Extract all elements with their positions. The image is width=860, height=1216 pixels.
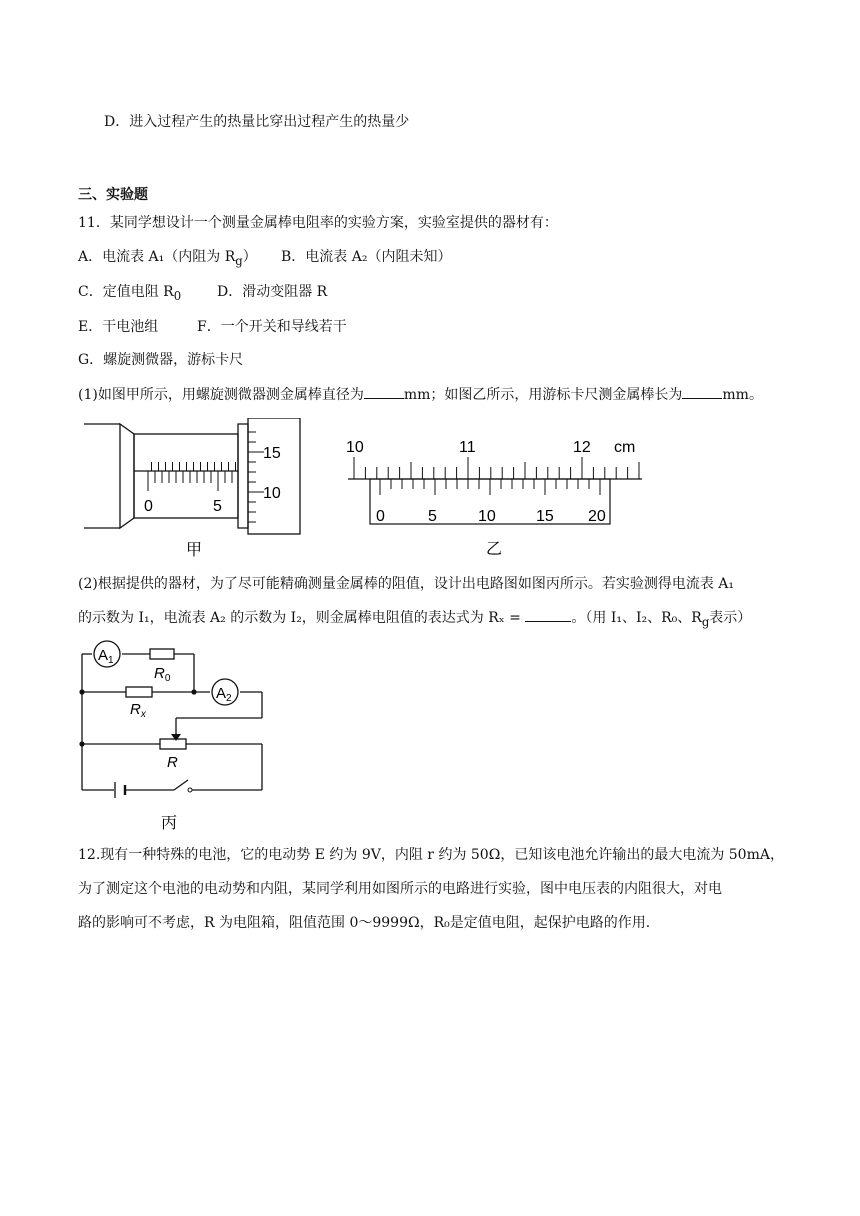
q11-part1	[78, 384, 763, 405]
rheostat-r	[160, 739, 186, 749]
part2-text-a: 的示数为 I₁，电流表 A₂ 的示数为 I₂，则金属棒电阻值的表达式为 Rₓ =	[78, 610, 521, 626]
micrometer-thimble-label-10: 10	[263, 485, 281, 502]
a1-letter: A	[98, 647, 109, 664]
ammeter-a2-label	[216, 685, 232, 704]
answer-blank-length[interactable]	[682, 384, 722, 399]
q12-line2: 为了测定这个电池的电动势和内阻，某同学利用如图所示的电路进行实验，图中电压表的内阻很大，对电	[78, 881, 722, 897]
r0-sub: 0	[164, 673, 171, 684]
answer-blank-diameter[interactable]	[364, 384, 404, 399]
q11-part2-line2	[78, 607, 751, 632]
ammeter-a1-label	[98, 647, 114, 666]
equip-d: D．滑动变阻器 R	[217, 284, 328, 300]
caliper-figure	[340, 432, 650, 558]
caliper-vernier-label-15: 15	[536, 508, 554, 525]
equip-c	[78, 282, 181, 306]
equip-g: G．螺旋测微器，游标卡尺	[78, 352, 244, 368]
circuit-caption: 丙	[161, 815, 178, 832]
rheostat-slider-arrow	[171, 734, 181, 741]
q11-part2-line1: (2)根据提供的器材，为了尽可能精确测量金属棒的阻值，设计出电路图如图丙所示。若实验测得电流表 A₁	[78, 576, 735, 592]
q12-line1: 12.现有一种特殊的电池，它的电动势 E 约为 9V，内阻 r 约为 50Ω，已知该电池允许输出的最大电流为 50mA，	[78, 847, 784, 863]
equip-b: B．电流表 A₂（内阻未知）	[281, 249, 452, 265]
caliper-main-scale	[354, 457, 639, 479]
part1-text-b: mm；如图乙所示，用游标卡尺测金属棒长为	[403, 387, 683, 403]
a2-letter: A	[216, 685, 227, 702]
micrometer-sleeve-label-5: 5	[213, 498, 222, 515]
caliper-main-label-12: 12	[573, 439, 591, 456]
r-label: R	[167, 754, 178, 771]
rx-letter: R	[130, 701, 141, 718]
caliper-vernier-label-0: 0	[376, 508, 385, 525]
a1-sub: 1	[108, 655, 114, 666]
equip-a	[78, 247, 257, 271]
q12-line3: 路的影响可不考虑，R 为电阻箱，阻值范围 0～9999Ω，R₀是定值电阻，起保护电路的作用.	[78, 915, 651, 931]
equip-e: E．干电池组	[78, 319, 159, 335]
q11-stem: 11．某同学想设计一个测量金属棒电阻率的实验方案，实验室提供的器材有：	[78, 215, 558, 231]
caliper-vernier-label-10: 10	[478, 508, 496, 525]
resistor-r0	[150, 649, 174, 659]
equip-a-sub: g	[235, 253, 243, 268]
a2-sub: 2	[226, 693, 232, 704]
equip-a-end: ）	[242, 249, 257, 265]
caliper-vernier-label-20: 20	[588, 508, 606, 525]
r0-label	[154, 665, 171, 684]
section-title: 三、实验题	[78, 187, 148, 203]
part2-sub: g	[701, 614, 710, 629]
rx-sub: x	[140, 709, 146, 720]
equip-a-text: A．电流表 A₁（内阻为 R	[78, 249, 236, 265]
option-d: D．进入过程产生的热量比穿出过程产生的热量少	[104, 114, 410, 130]
caliper-caption: 乙	[486, 541, 503, 558]
r0-letter: R	[154, 665, 165, 682]
equip-f: F．一个开关和导线若干	[197, 319, 347, 335]
part2-text-b: 。（用 I₁、I₂、R₀、R	[571, 610, 702, 626]
rx-label	[130, 701, 147, 720]
caliper-main-label-10: 10	[346, 439, 364, 456]
caliper-vernier-label-5: 5	[428, 508, 437, 525]
part2-text-c: 表示）	[709, 610, 752, 626]
circuit-figure	[70, 640, 280, 836]
resistor-rx	[126, 687, 152, 697]
micrometer-sleeve-label-0: 0	[144, 498, 153, 515]
part1-text-a: (1)如图甲所示，用螺旋测微器测金属棒直径为	[78, 387, 364, 403]
equip-c-text: C．定值电阻 R	[78, 284, 174, 300]
micrometer-figure	[78, 418, 304, 558]
micrometer-caption: 甲	[186, 542, 203, 558]
caliper-unit: cm	[614, 439, 636, 456]
micrometer-thimble-label-15: 15	[263, 445, 281, 462]
part1-text-c: mm。	[722, 387, 763, 403]
equip-c-sub: 0	[173, 288, 182, 303]
caliper-vernier-scale	[380, 479, 600, 495]
answer-blank-rx[interactable]	[525, 607, 571, 622]
caliper-main-label-11: 11	[459, 439, 476, 456]
